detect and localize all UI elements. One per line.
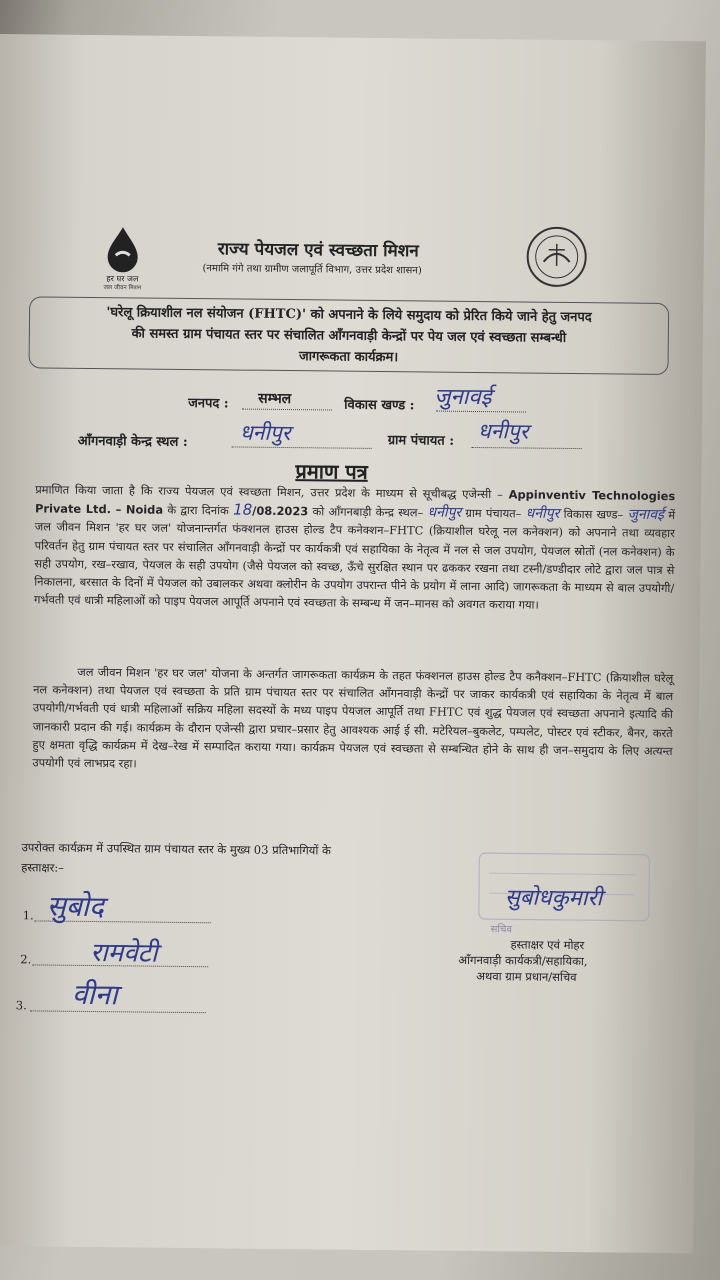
- para1-panchayat-value: धनीपुर: [525, 505, 560, 523]
- banner-line-2: की समस्त ग्राम पंचायत स्तर पर संचालित आँगनवाड़ी केन्द्रों पर पेय जल एवं स्वच्छता सम्बन्धी: [131, 326, 567, 346]
- district-label: जनपद :: [188, 395, 229, 412]
- para1-panchayat-label: ग्राम पंचायत–: [465, 506, 522, 521]
- banner-line-3: जागरूकता कार्यक्रम।: [298, 349, 399, 366]
- agency-name: Appinventiv Technologies Private Ltd. – Noida: [34, 487, 676, 517]
- up-government-emblem: [523, 225, 590, 288]
- para1-block-value: जुनावई: [627, 506, 665, 524]
- signature-number-2: 2.: [20, 952, 32, 967]
- para1-body: में जल जीवन मिशन 'हर घर जल' योजनान्तर्गत फंक्शनल हाउस होल्ड टैप कनेक्शन–FHTC (क्रियाशील घरेलू नल कनेक्शन) को अपनाने तथा व्यवहार परिवर्तन हेतु ग्राम पंचायत स्तर पर संचालित आँगनवाड़ी केन्द्रों पर कार्यकत्री एवं सहायिका के नेतृत्व में नल से जल उपयोग, पेयजल स्रोतों (नल कनेक्शन) के सही उपयोग, रख–रखाव, पेयजल के सही उपयोग (जैसे पेयजल को स्वच्छ, ऊँचे सुरक्षित स्थान पर ढककर रखना तथा टस्नी/डण्डीदार लोटे द्वारा जल पात्र से निकालना, बरसात के दिनों में पेयजल को उबालकर अथवा क्लोरीन के उपयोग उपरान्त पीने के प्रयोग में लाना आदि) जागरूकता के माध्यम से बाल उपयोगी/गर्भवती एवं धात्री महिलाओं को पाइप पेयजल आपूर्ति अपनाने एवं स्वच्छता के सम्बन्ध में जन–मानस को अवगत कराया गया।: [34, 508, 676, 612]
- har-ghar-jal-logo: [97, 225, 148, 292]
- district-line: [242, 409, 332, 411]
- panchayat-value: धनीपुर: [477, 419, 529, 444]
- signatures-intro: उपरोक्त कार्यक्रम में उपस्थित ग्राम पंचायत स्तर के मुख्य 03 प्रतिभागियों के: [21, 840, 331, 858]
- anganwadi-worker-label: आँगनवाड़ी कार्यकत्री/सहायिका,: [458, 952, 588, 969]
- panchayat-label: ग्राम पंचायत :: [387, 433, 455, 449]
- signature-number-1: 1.: [22, 908, 34, 923]
- signature-number-3: 3.: [15, 998, 27, 1013]
- date-day: 18: [233, 500, 253, 519]
- stamp-designation: सचिव: [490, 924, 512, 936]
- pradhan-secretary-label: अथवा ग्राम प्रधान/सचिव: [476, 969, 577, 985]
- logo-subtext: जल जीवन मिशन: [103, 284, 142, 292]
- date-rest: /08.2023: [252, 503, 309, 519]
- panchayat-line: [472, 447, 582, 449]
- logo-text: हर घर जल: [106, 274, 139, 284]
- sign-and-seal-label: हस्ताक्षर एवं मोहर: [510, 937, 585, 953]
- signatures-intro-2: हस्ताक्षर:–: [21, 860, 65, 875]
- district-value: सम्भल: [258, 390, 292, 408]
- para1-anganwadi-value: धनीपुर: [427, 504, 462, 522]
- para1-location-label: को आँगनबाड़ी केन्द्र स्थल–: [312, 504, 424, 520]
- para1-block-label: विकास खण्ड–: [563, 507, 624, 522]
- participant-signature-1: सुबोद: [46, 889, 105, 924]
- header-subtitle: (नमामि गंगे तथा ग्रामीण जलापूर्ति विभाग, उत्तर प्रदेश शासन): [202, 263, 422, 277]
- paragraph-1: [34, 480, 675, 615]
- official-signature: सुबोधकुमारी: [504, 885, 603, 912]
- anganwadi-label: आँगनवाड़ी केन्द्र स्थल :: [77, 433, 188, 450]
- block-value: जुनावई: [434, 384, 492, 411]
- participant-signature-2: रामवेटी: [90, 937, 158, 969]
- banner-line-1: 'घरेलू क्रियाशील नल संयोजन (FHTC)' को अपनाने के लिये समुदाय को प्रेरित किये जाने हेतु जनपद: [106, 305, 592, 326]
- program-banner: [29, 296, 670, 375]
- anganwadi-value: धनीपुर: [239, 420, 291, 446]
- header-title: राज्य पेयजल एवं स्वच्छता मिशन: [217, 239, 419, 262]
- block-label: विकास खण्ड :: [344, 397, 415, 414]
- certificate-title: प्रमाण पत्र: [295, 459, 368, 484]
- anganwadi-line: [232, 446, 372, 448]
- para1-date-label: के द्वारा दिनांक: [167, 502, 229, 518]
- paragraph-2: जल जीवन मिशन 'हर घर जल' योजना के अन्तर्गत जागरूकता कार्यक्रम के तहत फंक्शनल हाउस होल्ड टैप कनैक्शन–FHTC (क्रियाशील घरेलू नल कनेक्शन) तथा पेयजल एवं स्वच्छता के प्रति ग्राम पंचायत स्तर पर संचालित आँगनवाड़ी केन्द्रों पर जाकर कार्यकत्री एवं सहायिका के नेतृत्व में बाल उपयोगी/गर्भवती एवं धात्री महिलाओं सक्रिय महिला सदस्यों के मध्य पाइप पेयजल आपूर्ति तथा FHTC एवं शुद्ध पेयजल एवं स्वच्छता अपनाने इत्यादि की जानकारी प्रदान की गई। कार्यक्रम के दौरान एजेन्सी द्वारा प्रचार–प्रसार हेतु आवश्यक आई ई सी. मटेरियल–बुकलेट, पम्पलेट, पोस्टर एवं स्टीकर, बैनर, करते हुए क्षमता वृद्धि कार्यक्रम में देख–रेख में सम्पादित कराया गया। कार्यक्रम पेयजल एवं स्वच्छता से सम्बन्धित होने के साथ ही जन–समुदाय के लिए अत्यन्त उपयोगी एवं लाभप्रद रहा।: [32, 664, 674, 771]
- participant-signature-3: वीना: [71, 977, 118, 1012]
- para1-intro: प्रमाणित किया जाता है कि राज्य पेयजल एवं स्वच्छता मिशन, उत्तर प्रदेश के माध्यम से सूचीबद्ध एजेन्सी –: [35, 482, 503, 502]
- document-page: [0, 34, 706, 1253]
